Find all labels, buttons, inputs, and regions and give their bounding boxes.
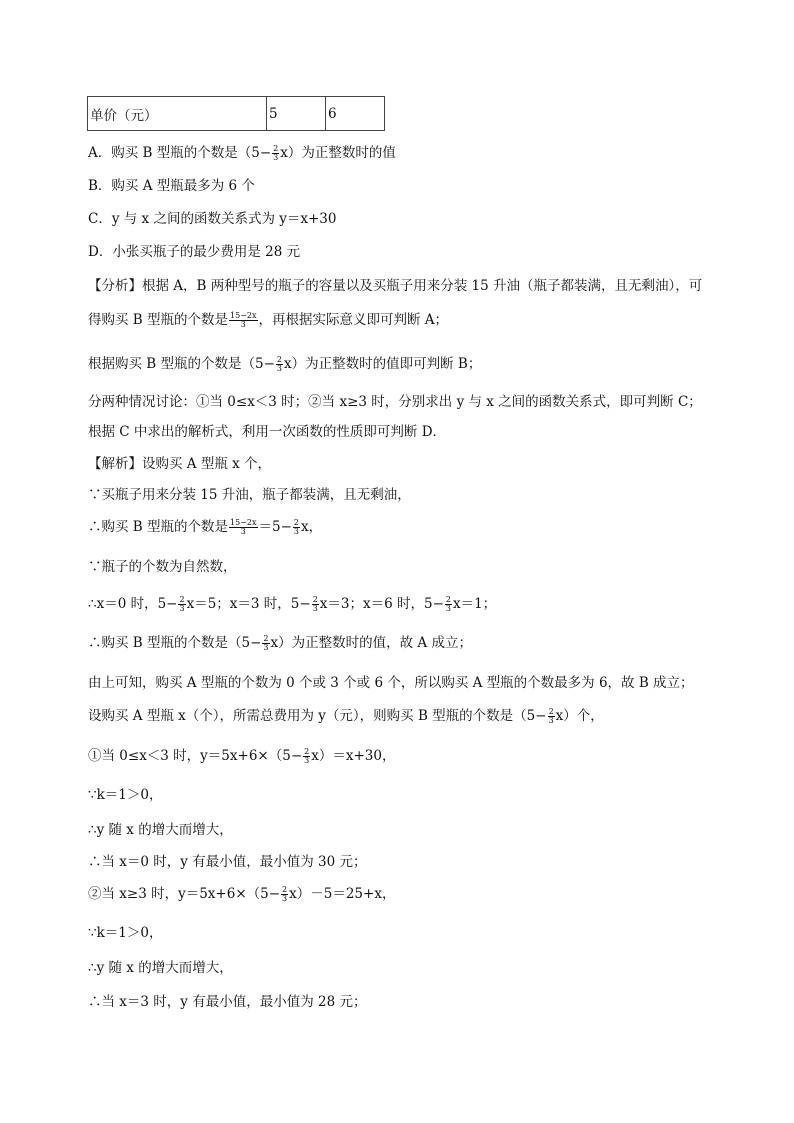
fraction	[178, 596, 185, 613]
fraction	[229, 312, 257, 329]
fraction-numerator: 2	[282, 885, 288, 894]
text-line-solution-7	[88, 673, 694, 693]
fraction-numerator: 2	[276, 355, 282, 364]
text-line-solution-8	[88, 706, 604, 726]
text-segment: ∴y 随 x 的增大而增大，	[88, 822, 233, 838]
fraction-numerator: 2	[293, 518, 299, 527]
table-cell-b-price: 6	[326, 97, 385, 131]
text-segment: 分两种情况讨论：①当 0≤x＜3 时；②当 x≥3 时，分别求出 y 与 x 之间的函数关系式，即可判断 C；	[88, 394, 702, 410]
text-segment: x）－5＝25+x，	[289, 886, 396, 902]
fraction	[281, 886, 288, 903]
fraction-denominator: 3	[304, 756, 310, 765]
fraction	[312, 596, 319, 613]
text-segment: B．购买 A 型瓶最多为 6 个	[88, 178, 255, 194]
fraction-denominator: 3	[293, 527, 299, 536]
text-segment: x＝1；	[452, 596, 497, 612]
text-segment: ②当 x≥3 时，y＝5x+6×（5−	[88, 886, 281, 902]
text-segment: ∵k＝1＞0，	[88, 925, 163, 941]
text-segment: ∴购买 B 型瓶的个数是（5−	[88, 635, 262, 651]
text-line-solution-16	[88, 992, 366, 1012]
text-segment: 由上可知，购买 A 型瓶的个数为 0 个或 3 个或 6 个，所以购买 A 型瓶的个数最多为 6，故 B 成立；	[88, 675, 694, 691]
text-line-option-d	[88, 242, 300, 262]
text-segment: x）为正整数时的值	[280, 145, 396, 161]
text-segment: x）为正整数时的值，故 A 成立；	[270, 635, 472, 651]
text-segment: ∴购买 B 型瓶的个数是	[88, 519, 229, 535]
fraction-numerator: 2	[445, 595, 451, 604]
text-line-analysis-2	[88, 310, 448, 330]
text-line-solution-10	[88, 785, 162, 805]
text-line-solution-11	[88, 820, 233, 840]
fraction-denominator: 3	[263, 643, 269, 652]
text-segment: x＝3；x＝6 时，5−	[319, 596, 444, 612]
fraction-denominator: 3	[548, 716, 554, 725]
fraction-denominator: 3	[273, 153, 279, 162]
text-segment: C．y 与 x 之间的函数关系式为 y＝x+30	[88, 211, 337, 227]
fraction-numerator: 2	[263, 634, 269, 643]
fraction-denominator: 3	[240, 320, 246, 329]
fraction-numerator: 2	[273, 144, 279, 153]
text-segment: ∵瓶子的个数为自然数，	[88, 559, 237, 575]
text-segment: ①当 0≤x＜3 时，y＝5x+6×（5−	[88, 748, 303, 764]
text-segment: x）＝x+30，	[311, 748, 396, 764]
table-row	[88, 97, 385, 131]
text-line-solution-6	[88, 633, 472, 653]
text-segment: ，再根据实际意义即可判断 A；	[258, 312, 449, 328]
text-line-solution-15	[88, 958, 233, 978]
text-line-option-a	[88, 143, 396, 163]
text-line-solution-14	[88, 923, 162, 943]
text-segment: 根据购买 B 型瓶的个数是（5−	[88, 356, 275, 372]
fraction-denominator: 3	[276, 364, 282, 373]
fraction-denominator: 3	[179, 604, 185, 613]
text-segment: x＝5；x＝3 时，5−	[186, 596, 311, 612]
text-line-solution-2	[88, 485, 411, 505]
text-segment: 根据 C 中求出的解析式，利用一次函数的性质即可判断 D．	[88, 424, 447, 440]
text-line-analysis-1	[88, 276, 702, 296]
fraction-numerator: 2	[548, 707, 554, 716]
fraction	[445, 596, 452, 613]
text-segment: 【解析】设购买 A 型瓶 x 个，	[88, 456, 272, 472]
text-segment: 设购买 A 型瓶 x（个），所需总费用为 y（元），则购买 B 型瓶的个数是（5−	[88, 708, 547, 724]
text-segment: ∴当 x＝3 时，y 有最小值，最小值为 28 元；	[88, 994, 367, 1010]
fraction-numerator: 2	[179, 595, 185, 604]
fraction	[548, 708, 555, 725]
text-segment: ∴y 随 x 的增大而增大，	[88, 960, 233, 976]
text-segment: x，	[301, 519, 323, 535]
text-line-option-c	[88, 209, 336, 229]
fraction-numerator: 2	[312, 595, 318, 604]
text-segment: ∵买瓶子用来分装 15 升油，瓶子都装满，且无剩油，	[88, 487, 411, 503]
fraction-numerator: 2	[304, 747, 310, 756]
fraction-numerator: 15−2x	[230, 311, 257, 320]
fraction	[303, 748, 310, 765]
text-line-analysis-5	[88, 422, 446, 442]
text-segment: x）个，	[555, 708, 604, 724]
table-cell-a-price: 5	[267, 97, 326, 131]
text-line-solution-9	[88, 746, 395, 766]
text-line-solution-12	[88, 852, 366, 872]
text-segment: ∴当 x＝0 时，y 有最小值，最小值为 30 元；	[88, 854, 367, 870]
text-segment: 【分析】根据 A，B 两种型号的瓶子的容量以及买瓶子用来分装 15 升油（瓶子都装满，且无剩油），可	[88, 278, 703, 294]
text-segment: D．小张买瓶子的最少费用是 28 元	[88, 244, 301, 260]
fraction	[229, 519, 257, 536]
text-segment: x）为正整数时的值即可判断 B；	[284, 356, 482, 372]
fraction-denominator: 3	[282, 894, 288, 903]
text-segment: ∵k＝1＞0，	[88, 787, 163, 803]
text-line-option-b	[88, 176, 255, 196]
text-line-analysis-4	[88, 392, 702, 412]
text-line-solution-5	[88, 594, 496, 614]
text-line-analysis-3	[88, 354, 481, 374]
text-segment: A．购买 B 型瓶的个数是（5−	[88, 145, 272, 161]
fraction	[262, 635, 269, 652]
fraction-numerator: 15−2x	[230, 518, 257, 527]
fraction	[293, 519, 300, 536]
text-segment: 得购买 B 型瓶的个数是	[88, 312, 229, 328]
fraction-denominator: 3	[240, 527, 246, 536]
text-line-solution-13	[88, 884, 395, 904]
text-segment: ∴x＝0 时，5−	[88, 596, 178, 612]
price-table	[87, 96, 385, 131]
text-line-solution-4	[88, 557, 237, 577]
text-line-solution-3	[88, 517, 322, 537]
fraction-denominator: 3	[445, 604, 451, 613]
text-segment: ＝5−	[258, 519, 292, 535]
fraction	[272, 145, 279, 162]
text-line-solution-1	[88, 454, 271, 474]
fraction	[276, 356, 283, 373]
table-cell-label: 单价（元）	[88, 97, 267, 131]
fraction-denominator: 3	[312, 604, 318, 613]
